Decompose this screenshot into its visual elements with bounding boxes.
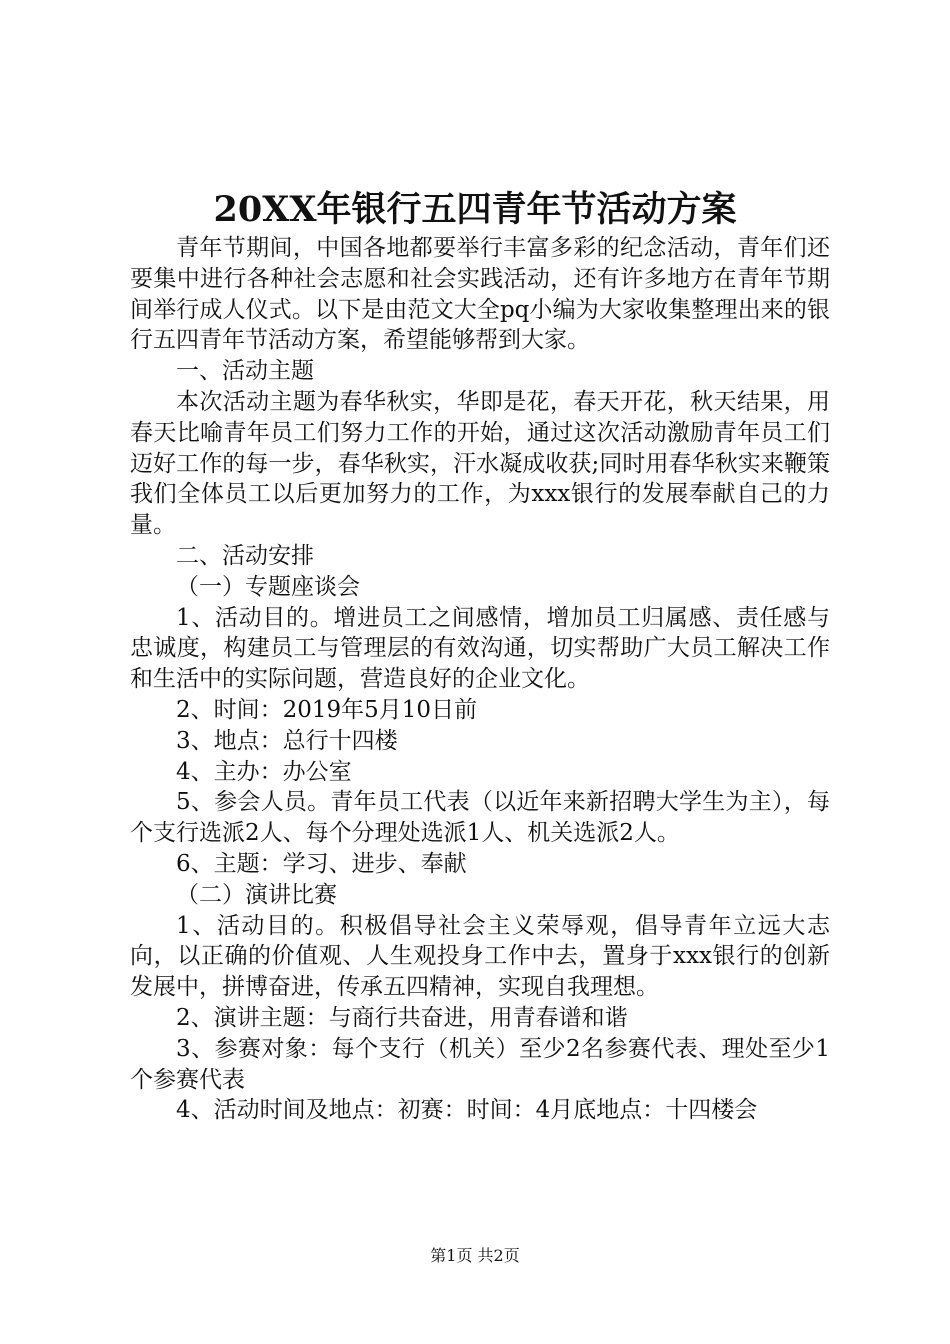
- speech-theme: 2、演讲主题：与商行共奋进，用青春谱和谐: [176, 1004, 628, 1031]
- document-title: 20XX年银行五四青年节活动方案: [213, 189, 737, 230]
- symposium-host: 4、主办：办公室: [176, 758, 352, 785]
- speech-time-location: 4、活动时间及地点：初赛：时间：4月底地点：十四楼会: [176, 1097, 758, 1124]
- symposium-theme: 6、主题：学习、进步、奉献: [176, 850, 467, 877]
- section-heading-arrangement: 二、活动安排: [176, 542, 314, 569]
- section-heading-theme: 一、活动主题: [176, 358, 314, 385]
- symposium-attendees: 5、参会人员。青年员工代表（以近年来新招聘大学生为主），每个支行选派2人、每个分理处选派1人、机关选派2人。: [130, 789, 830, 847]
- speech-participants: 3、参赛对象：每个支行（机关）至少2名参赛代表、理处至少1个参赛代表: [130, 1035, 830, 1093]
- subsection-heading-symposium: （一）专题座谈会: [176, 573, 360, 600]
- subsection-heading-speech: （二）演讲比赛: [176, 881, 337, 908]
- intro-paragraph: 青年节期间，中国各地都要举行丰富多彩的纪念活动，青年们还要集中进行各种社会志愿和社会实践活动，还有许多地方在青年节期间举行成人仪式。以下是由范文大全pq小编为大家收集整理出来的银行五四青年节活动方案，希望能够帮到大家。: [130, 235, 830, 354]
- speech-purpose: 1、活动目的。积极倡导社会主义荣辱观，倡导青年立远大志向，以正确的价值观、人生观投身工作中去，置身于xxx银行的创新发展中，拼博奋进，传承五四精神，实现自我理想。: [130, 912, 830, 1001]
- symposium-time: 2、时间：2019年5月10日前: [176, 696, 478, 723]
- symposium-location: 3、地点：总行十四楼: [176, 727, 398, 754]
- page-footer: 第1页 共2页: [430, 1246, 520, 1265]
- document-body: [130, 233, 830, 1126]
- theme-paragraph: 本次活动主题为春华秋实，华即是花，春天开花，秋天结果，用春天比喻青年员工们努力工作的开始，通过这次活动激励青年员工们迈好工作的每一步，春华秋实，汗水凝成收获;同时用春华秋实来鞭策我们全体员工以后更加努力的工作，为xxx银行的发展奉献自己的力量。: [130, 388, 830, 539]
- symposium-purpose: 1、活动目的。增进员工之间感情，增加员工归属感、责任感与忠诚度，构建员工与管理层的有效沟通，切实帮助广大员工解决工作和生活中的实际问题，营造良好的企业文化。: [130, 604, 830, 693]
